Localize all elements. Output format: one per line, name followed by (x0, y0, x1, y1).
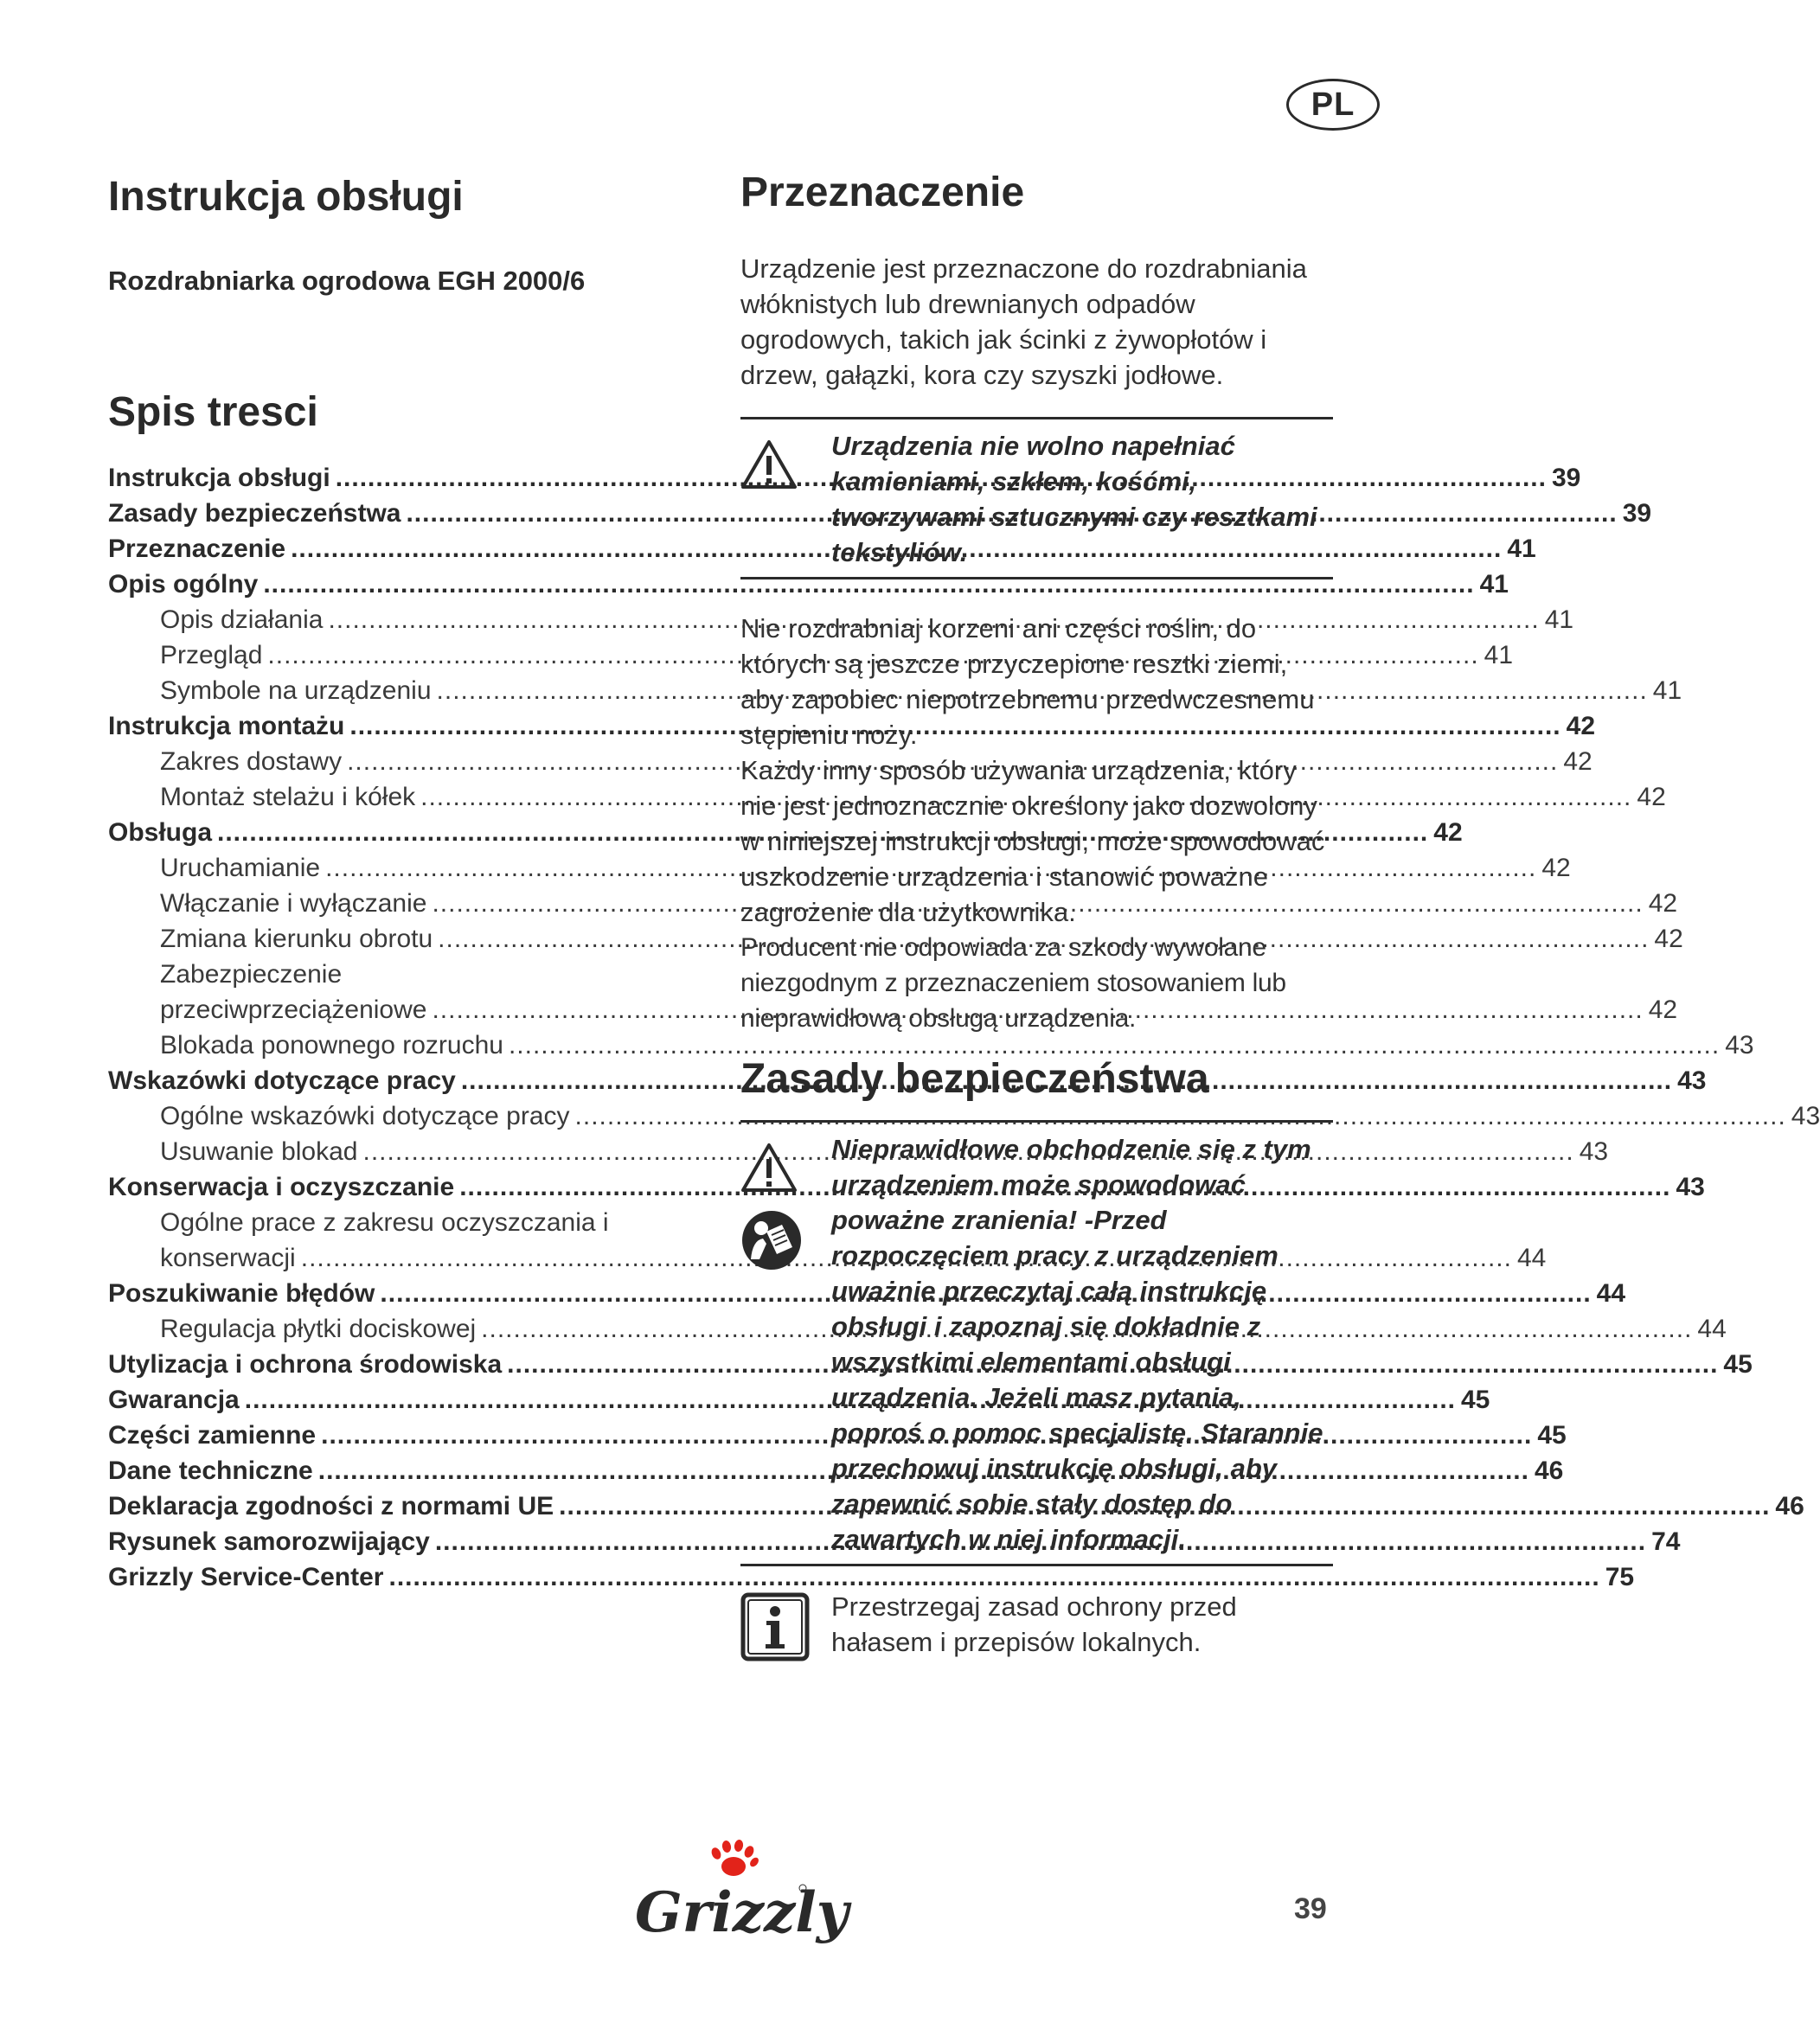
toc-entry-page: 45 (1461, 1386, 1490, 1415)
toc-entry-label: Blokada ponownego rozruchu (160, 1031, 503, 1060)
grizzly-logo-graphic (630, 1836, 849, 1949)
warning-text-safety: Nieprawidłowe obchodzenie się z tym urządzeniem może spowodować poważne zranienia! -Przed rozpoczęciem pracy z urządzeniem uważnie przeczytaj całą instrukcję obsługi i zapoznaj się dokładnie z wszystkimi elementami obsługi urządzenia. Jeżeli masz pytania, poproś o pomoc specjalistę. Starannie przechowuj instrukcję obsługi, aby zapewnić sobie stały dostęp do zawartych w niej informacji. (831, 1134, 1323, 1555)
paw-icon (710, 1839, 760, 1876)
toc-entry-label: Deklaracja zgodności z normami UE (108, 1492, 554, 1521)
toc-entry-label: Włączanie i wyłączanie (160, 889, 427, 919)
toc-entry-label: Zmiana kierunku obrotu (160, 925, 433, 954)
usage-body (740, 611, 1333, 1036)
toc-entry-label: Ogólne wskazówki dotyczące pracy (160, 1102, 570, 1131)
toc-entry-page: 42 (1433, 818, 1463, 848)
toc-entry-label: Regulacja płytki dociskowej (160, 1315, 477, 1344)
toc-entry (108, 1418, 1567, 1453)
page-number: 39 (1294, 1892, 1327, 1925)
toc-entry-label: Usuwanie blokad (160, 1137, 358, 1167)
toc-entry-page: 74 (1651, 1527, 1681, 1557)
section-title-przeznaczenie: Przeznaczenie (740, 170, 1025, 215)
toc-entry-page: 42 (1648, 995, 1678, 1025)
toc-entry-page: 44 (1596, 1279, 1626, 1309)
toc-entry (108, 1524, 1681, 1559)
page-title: Instrukcja obsługi (108, 174, 464, 220)
section-title-zasady: Zasady bezpieczeństwa (740, 1056, 1209, 1103)
toc-entry-page: 39 (1622, 499, 1652, 528)
toc-entry-page: 43 (1579, 1137, 1609, 1167)
toc-entry (108, 1240, 1547, 1276)
warning-triangle-icon (740, 439, 798, 490)
toc-entry-page: 43 (1677, 1066, 1707, 1096)
toc-entry-page: 42 (1654, 925, 1683, 954)
toc-entry (108, 673, 1682, 708)
toc-entry-label: Przegląd (160, 641, 263, 670)
toc-entry-label: Rysunek samorozwijający (108, 1527, 430, 1557)
toc-entry (108, 496, 1652, 531)
toc-entry-label: Grizzly Service-Center (108, 1563, 384, 1592)
toc-entry-page: 44 (1516, 1244, 1547, 1273)
toc-entry (108, 1311, 1727, 1347)
warning-box-safety (740, 1120, 1333, 1566)
toc-entry-page: 75 (1605, 1563, 1635, 1592)
toc-entry-label: Ogólne prace z zakresu oczyszczania i (160, 1208, 609, 1238)
toc-entry-page: 45 (1537, 1421, 1567, 1450)
toc-entry (108, 921, 1683, 957)
toc-entry (108, 460, 1581, 496)
toc-entry-label: Dane techniczne (108, 1456, 313, 1486)
toc-entry-page: 42 (1566, 712, 1596, 741)
language-badge-label: PL (1311, 86, 1355, 123)
toc-entry-label: Symbole na urządzeniu (160, 676, 432, 706)
logo-wordmark: Grizzly (635, 1880, 849, 1945)
product-subtitle: Rozdrabniarka ogrodowa EGH 2000/6 (108, 266, 586, 297)
toc-entry (108, 992, 1678, 1028)
toc-entry (108, 637, 1514, 673)
toc-entry (108, 1347, 1753, 1382)
toc-entry-page: 45 (1723, 1350, 1753, 1380)
toc-entry (108, 1169, 1705, 1205)
toc-entry (108, 1028, 1754, 1063)
toc-entry-label: Opis działania (160, 605, 324, 635)
toc-entry (108, 602, 1574, 637)
info-icon (740, 1592, 810, 1661)
toc-entry-label: Uruchamianie (160, 854, 321, 883)
toc-entry-page: 43 (1725, 1031, 1754, 1060)
toc-entry (108, 1382, 1490, 1418)
toc-entry-label: Montaż stelażu i kółek (160, 783, 416, 812)
toc-entry-page: 41 (1544, 605, 1574, 635)
info-text: Przestrzegaj zasad ochrony przed hałasem i przepisów lokalnych. (831, 1591, 1237, 1658)
toc-entry-label: Zabezpieczenie (160, 960, 343, 989)
toc-entry-page: 44 (1697, 1315, 1727, 1344)
intro-paragraph: Urządzenie jest przeznaczone do rozdrabniania włóknistych lub drewnianych odpadów ogrodowych, takich jak ścinki z żywopłotów i drzew, gałązki, kora czy szyszki jodłowe. (740, 253, 1307, 391)
toc-entry-label: Utylizacja i ochrona środowiska (108, 1350, 503, 1380)
toc-entry-page: 41 (1484, 641, 1514, 670)
toc-entry-label: Wskazówki dotyczące pracy (108, 1066, 456, 1096)
warning-text-materials: Urządzenia nie wolno napełniać kamieniami, szkłem, kośćmi, tworzywami sztucznymi czy resztkami tekstyliów. (831, 431, 1317, 568)
toc-title: Spis tresci (108, 389, 318, 436)
toc-entry-label: Obsługa (108, 818, 213, 848)
read-manual-icon (740, 1209, 803, 1271)
toc-entry-label: przeciwprzeciążeniowe (160, 995, 427, 1025)
toc-entry-label: Gwarancja (108, 1386, 240, 1415)
toc-entry-page: 42 (1637, 783, 1666, 812)
toc-entry-label: Zakres dostawy (160, 747, 343, 777)
toc-entry-page: 46 (1775, 1492, 1804, 1521)
body-paragraph-other-use: Każdy inny sposób używania urządzenia, który nie jest jednoznacznie określony jako dozwolony w niniejszej instrukcji obsługi, może spowodować uszkodzenie urządzenia i stanowić poważne zagrożenie dla użytkownika. (740, 755, 1325, 928)
toc-entry-label: Zasady bezpieczeństwa (108, 499, 401, 528)
toc-entry-label: Części zamienne (108, 1421, 317, 1450)
toc-entry (108, 1134, 1609, 1169)
toc-entry (108, 779, 1666, 815)
toc-entry-label: konserwacji (160, 1244, 296, 1273)
toc-entry-label: Przeznaczenie (108, 535, 286, 564)
toc-entry (108, 531, 1536, 567)
toc-entry-page: 39 (1551, 464, 1581, 493)
toc-entry (108, 708, 1596, 744)
grizzly-logo (630, 1836, 849, 1949)
toc-entry-page: 46 (1534, 1456, 1564, 1486)
toc-entry-page: 41 (1652, 676, 1682, 706)
toc-entry-page: 41 (1479, 570, 1509, 599)
toc-entry (108, 1453, 1564, 1488)
body-paragraph-producer: Producent nie odpowiada za szkody wywołane niezgodnym z przeznaczeniem stosowaniem lub nieprawidłową obsługą urządzenia. (740, 933, 1286, 1034)
toc-entry (108, 1559, 1635, 1595)
toc-entry (108, 744, 1592, 779)
toc-entry (108, 1276, 1626, 1311)
toc-entry-page: 43 (1676, 1173, 1705, 1202)
toc-entry (108, 1205, 714, 1240)
toc-entry-page: 42 (1648, 889, 1678, 919)
toc-entry-label: Opis ogólny (108, 570, 259, 599)
toc-entry (108, 815, 1463, 850)
info-note (740, 1589, 1333, 1666)
toc-entry (108, 850, 1571, 886)
toc-entry-page: 41 (1507, 535, 1536, 564)
toc-entry (108, 886, 1678, 921)
toc-entry-page: 42 (1563, 747, 1592, 777)
warning-triangle-icon (740, 1142, 798, 1194)
language-badge (1286, 79, 1380, 131)
toc-entry (108, 1098, 1820, 1134)
right-column (740, 169, 1333, 1666)
body-paragraph-roots: Nie rozdrabniaj korzeni ani części roślin, do których są jeszcze przyczepione resztki ziemi, aby zapobiec niepotrzebnemu przedwczesnemu stępieniu noży. (740, 613, 1315, 751)
toc-entry-label: Konserwacja i oczyszczanie (108, 1173, 455, 1202)
toc-entry-label: Poszukiwanie błędów (108, 1279, 375, 1309)
toc-entry-page: 43 (1791, 1102, 1820, 1131)
toc-entry-page: 42 (1541, 854, 1571, 883)
toc-entry (108, 567, 1509, 602)
toc-entry-label: Instrukcja obsługi (108, 464, 330, 493)
warning-box-materials (740, 417, 1333, 579)
toc-entry (108, 957, 714, 992)
toc-entry (108, 1488, 1804, 1524)
toc-entry-label: Instrukcja montażu (108, 712, 345, 741)
